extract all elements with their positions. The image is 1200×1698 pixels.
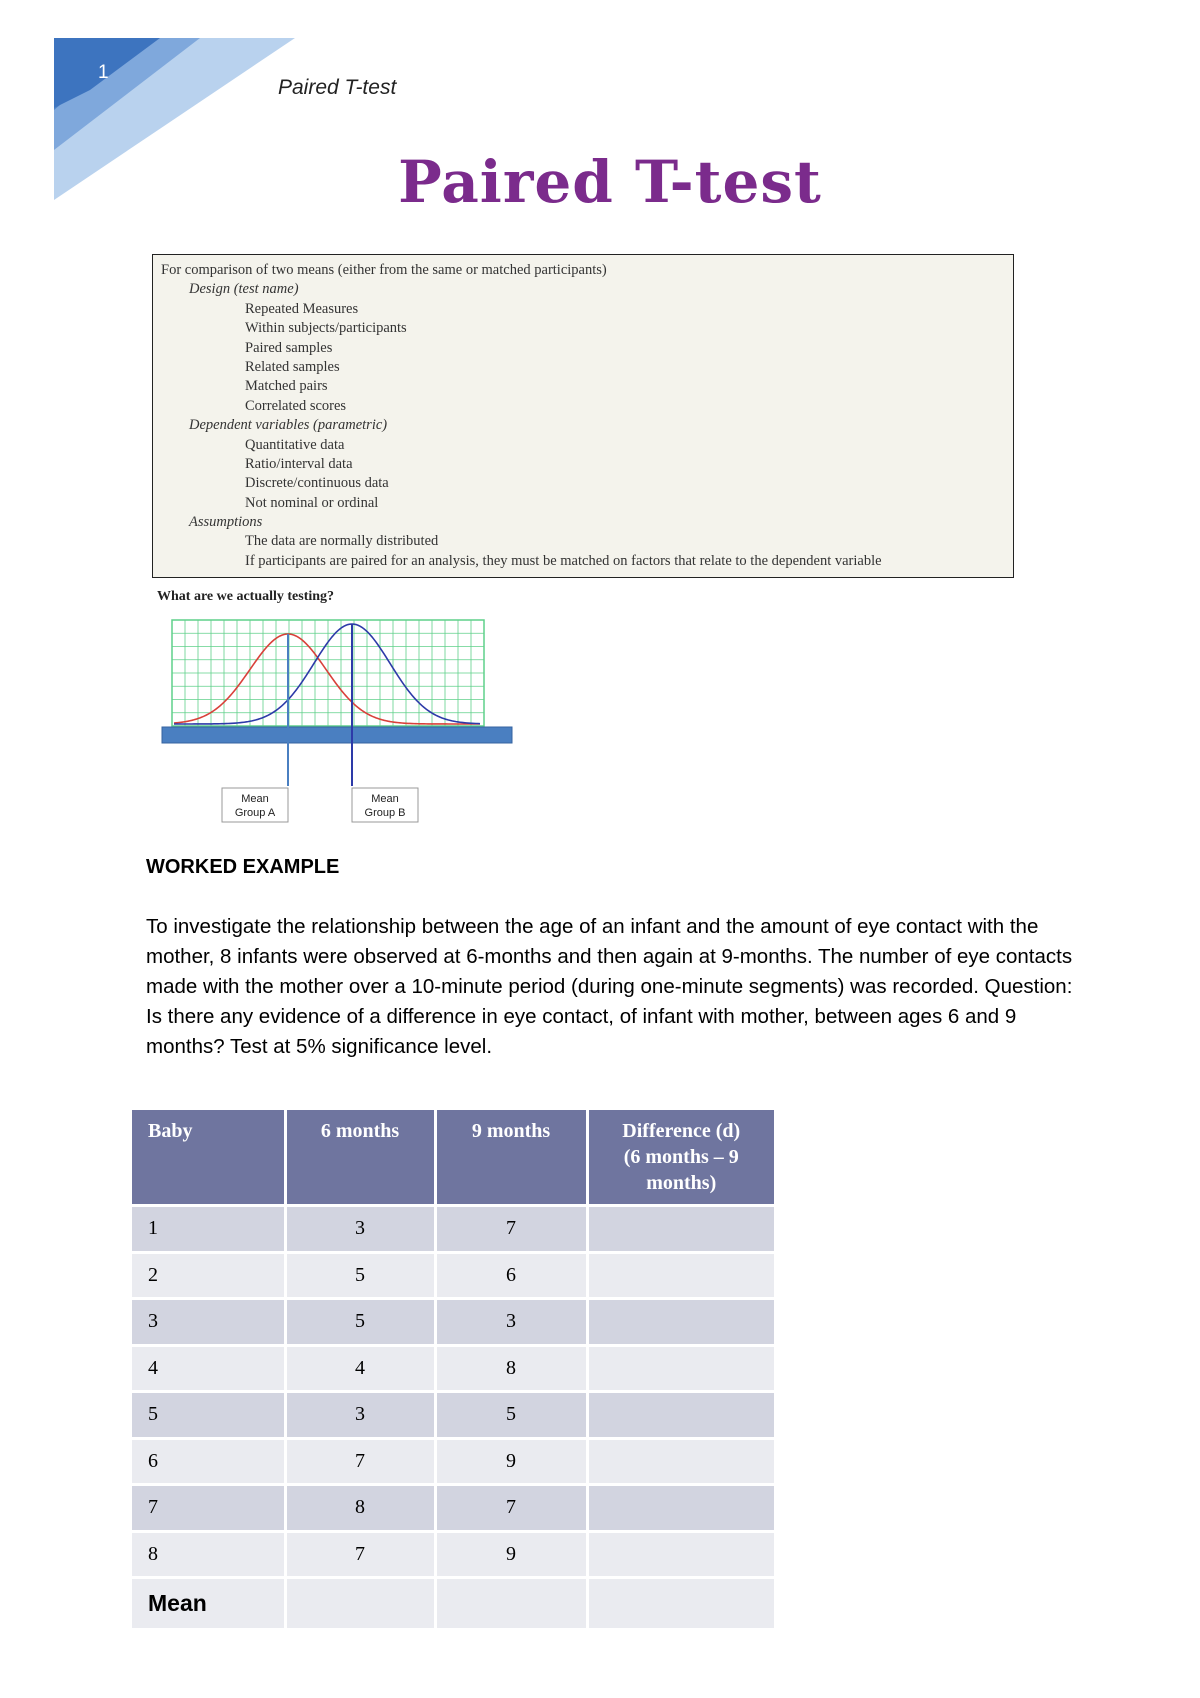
design-box-line: Correlated scores [245,397,347,414]
table-cell [587,1578,774,1628]
table-header-row [132,1110,774,1206]
design-box-line: Design (test name) [189,281,299,298]
data-table [132,1110,774,1628]
header-title: Paired T-test [278,76,397,99]
design-box-line: The data are normally distributed [245,533,439,550]
table-row [132,1206,774,1253]
design-box-line: Assumptions [189,514,263,531]
distribution-figure [158,610,518,830]
table-cell [587,1485,774,1532]
table-cell: 9 [435,1438,587,1485]
page-title: Paired T-test [398,148,822,216]
table-mean-row [132,1578,774,1628]
header-9-months: 9 months [435,1110,587,1206]
table-cell: 7 [285,1438,435,1485]
table-cell: 7 [285,1531,435,1578]
design-summary-box [152,254,1014,578]
design-box-line: Not nominal or ordinal [245,494,379,511]
table-cell: 5 [285,1252,435,1299]
table-cell [587,1206,774,1253]
table-row [132,1392,774,1439]
header-6-months: 6 months [285,1110,435,1206]
table-row [132,1485,774,1532]
table-cell [285,1578,435,1628]
table-cell: 8 [132,1531,285,1578]
table-cell: 5 [132,1392,285,1439]
table-row [132,1252,774,1299]
table-cell: 2 [132,1252,285,1299]
table-cell: 6 [435,1252,587,1299]
worked-example-paragraph: To investigate the relationship between the age of an infant and the amount of eye contact with the mother, 8 infants were observed at 6-months and then again at 9-months. The number of eye contacts made with the mother over a 10-minute period (during one-minute segments) was recorded. Question: Is there any evidence of a difference in eye contact, of infant with mother, between ages 6 and 9 months? Test at 5% significance level. [146,915,1073,1058]
table-cell: 3 [435,1299,587,1346]
table-cell: 3 [285,1206,435,1253]
header-baby: Baby [132,1110,285,1206]
mean-a-label-box [222,788,288,822]
design-box-line: Repeated Measures [245,300,359,317]
figure-label: What are we actually testing? [157,589,335,604]
table-cell [587,1392,774,1439]
table-cell: 6 [132,1438,285,1485]
table-cell: 8 [435,1345,587,1392]
table-cell [587,1252,774,1299]
design-box-line: Related samples [245,358,340,375]
design-box-line: If participants are paired for an analysis, they must be matched on factors that relate to the dependent variable [245,552,882,569]
table-cell: 7 [435,1485,587,1532]
header-difference-line3: months) [646,1172,717,1194]
table-cell [587,1531,774,1578]
figure-baseline-bar [162,727,512,743]
table-row [132,1438,774,1485]
table-cell: 8 [285,1485,435,1532]
table-cell [587,1299,774,1346]
header-difference-line2: (6 months – 9 [623,1146,739,1168]
table-cell [587,1438,774,1485]
mean-a-label-line2: Group A [234,807,276,819]
mean-b-label-line1: Mean [371,793,399,805]
table-cell: 4 [285,1345,435,1392]
page-number: 1 [98,62,109,83]
table-cell: 3 [285,1392,435,1439]
table-cell: 3 [132,1299,285,1346]
table-cell: 5 [435,1392,587,1439]
table-row [132,1299,774,1346]
mean-a-label-line1: Mean [241,793,269,805]
table-cell: 4 [132,1345,285,1392]
design-box-line: Quantitative data [245,436,345,453]
table-cell [435,1578,587,1628]
design-box-line: Discrete/continuous data [245,475,389,492]
mean-b-label-box [352,788,418,822]
table-cell: 7 [435,1206,587,1253]
header-difference [587,1110,774,1206]
table-row [132,1531,774,1578]
table-cell: 5 [285,1299,435,1346]
design-box-line: Matched pairs [245,378,328,395]
design-box-line: Dependent variables (parametric) [189,417,388,434]
design-box-line: Within subjects/participants [245,320,407,337]
table-cell [587,1345,774,1392]
mean-label: Mean [132,1578,285,1628]
mean-b-label-line2: Group B [364,807,406,819]
worked-example-heading: WORKED EXAMPLE [146,856,340,878]
table-cell: 9 [435,1531,587,1578]
design-box-line: Paired samples [245,339,333,356]
table-cell: 1 [132,1206,285,1253]
design-box-line: Ratio/interval data [245,455,353,472]
design-box-line: For comparison of two means (either from the same or matched participants) [161,262,607,278]
header-difference-line1: Difference (d) [622,1120,741,1142]
table-row [132,1345,774,1392]
table-cell: 7 [132,1485,285,1532]
